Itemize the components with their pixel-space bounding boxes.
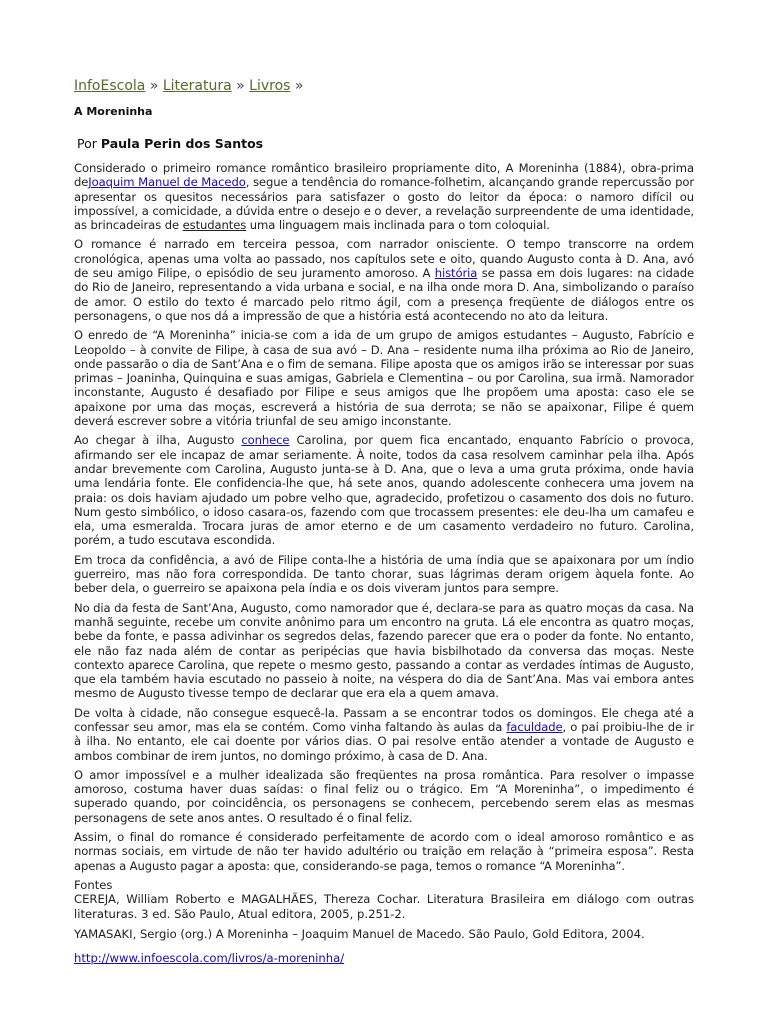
paragraph-text: Ao chegar à ilha, Augusto — [74, 433, 235, 448]
source-reference: YAMASAKI, Sergio (org.) A Moreninha – Joaquim Manuel de Macedo. São Paulo, Gold Editora, 2004. — [74, 926, 645, 941]
author-link[interactable]: Joaquim Manuel de Macedo — [88, 175, 246, 190]
paragraph: O enredo de “A Moreninha” inicia-se com a ida de um grupo de amigos estudantes – Augusto, Fabrício e Leopoldo – à convite de Filipe, à casa de sua avó – D. Ana – residente numa ilha próxima ao Rio de Janeiro, onde passarão o dia de Sant’Ana e o fim de semana. Filipe aposta que os amigos irão se interessar por suas primas – Joaninha, Quinquina e suas amigas, Gabriela e Clementina – ou por Carolina, sua irmã. Namorador inconstante, Augusto é desafiado por Filipe e seus amigos que lhe propõem uma aposta: caso ele se apaixone por uma das moças, escreverá a história de sua derrota; se não se apaixonar, Filipe é quem deverá escrever sobre a vitória triunfal de seu amigo inconstante. — [74, 328, 694, 429]
source-url — [74, 947, 694, 966]
paragraph-text: Carolina, por quem fica encantado, enquanto Fabrício o provoca, afirmando ser ele incapaz de amar seriamente. À noite, todos da casa resolvem caminhar pela ilha. Após andar brevemente com Carolina, Augusto junta-se à D. Ana, que o leva a uma gruta próxima, onde havia uma lendária fonte. Ele confidencia-lhe que, há sete anos, quando adolescente conhecera uma jovem na praia: os dois haviam ajudado um pobre velho que, agradecido, profetizou o casamento dos dois no futuro. Num gesto simbólico, o idoso casara-os, fazendo com que trocassem presentes: ele deu-lha um camafeu e ela, uma esmeralda. Trocara juras de amor eterno e de um casamento verdadeiro no futuro. Carolina, porém, a tudo escutava escondida. — [74, 433, 694, 548]
breadcrumb-separator: » — [236, 78, 245, 94]
paragraph: Assim, o final do romance é considerado perfeitamente de acordo com o ideal amoroso romântico e as normas sociais, em virtude de não ter havido adultério ou traição em relação à “primeira esposa”. Resta apenas a Augusto pagar a aposta: que, considerando-se paga, temos o romance “A Moreninha”. — [74, 830, 694, 873]
paragraph — [74, 237, 694, 323]
paragraph: O amor impossível e a mulher idealizada são freqüentes na prosa romântica. Para resolver o impasse amoroso, costuma haver duas saídas: o final feliz ou o trágico. Em “A Moreninha”, o impedimento é superado quando, por coincidência, os personagens se conhecem, percebendo serem elas as mesmas personagens de sete anos antes. O resultado é o final feliz. — [74, 767, 694, 825]
paragraph — [74, 161, 694, 232]
paragraph-text: Considerado o primeiro romance romântico brasileiro propriamente dito, A Moreninha (1884), obra-prima de — [74, 161, 694, 190]
paragraph-text: De volta à cidade, não consegue esquecê-la. Passam a se encontrar todos os domingos. Ele chega até a confessar seu amor, mas ela se contém. Como vinha faltando às aulas da — [74, 705, 694, 734]
breadcrumb-separator: » — [149, 78, 159, 94]
breadcrumb-home-link[interactable]: InfoEscola — [74, 78, 146, 94]
breadcrumb-subsection-link[interactable]: Livros — [249, 78, 291, 94]
paragraph-text: O romance é narrado em terceira pessoa, com narrador onisciente. O tempo transcorre na ordem cronológica, apenas uma volta ao passado, nos capítulos sete e oito, quando Augusto conta à D. Ana, avó de seu amigo Filipe, o episódio de seu juramento amoroso. A — [74, 237, 694, 281]
paragraph-text: , o pai proibiu-lhe de ir à ilha. No entanto, ele cai doente por vários dias. O pai resolve então atender a vontade de Augusto e ambos combinar de irem juntos, no domingo próximo, à casa de D. Ana. — [74, 719, 694, 763]
paragraph-text: uma linguagem mais inclinada para o tom coloquial. — [246, 218, 550, 233]
page-title: A Moreninha — [74, 105, 153, 118]
article-url-link[interactable]: http://www.infoescola.com/livros/a-moreninha/ — [74, 951, 345, 966]
breadcrumb-separator: » — [294, 78, 304, 94]
breadcrumb — [74, 76, 694, 96]
conhece-link[interactable]: conhece — [241, 433, 290, 448]
source-reference: CEREJA, William Roberto e MAGALHÃES, Thereza Cochar. Literatura Brasileira em diálogo com outras literaturas. 3 ed. São Paulo, Atual editora, 2005, p.251-2. — [74, 892, 694, 921]
byline-prefix: Por — [77, 136, 97, 151]
paragraph: No dia da festa de Sant’Ana, Augusto, como namorador que é, declara-se para as quatro moças da casa. Na manhã seguinte, recebe um convite anônimo para um encontro na gruta. Lá ele encontra as quatro moças, bebe da fonte, e passa adivinhar os segredos delas, fazendo parecer que era o poder da fonte. No entanto, ele não faz nada além de contar as peripécias que havia bisbilhotado da conversa das moças. Neste contexto aparece Carolina, que repete o mesmo gesto, passando a contar as verdades íntimas de Augusto, que ela também havia escutado no passeio à noite, na véspera do dia de Sant’Ana. Mas vai embora antes mesmo de Augusto tivesse tempo de declarar que era ela a quem amava. — [74, 600, 694, 701]
author-byline — [77, 136, 694, 152]
faculdade-link[interactable]: faculdade — [506, 719, 563, 734]
paragraph-text: , segue a tendência do romance-folhetim, alcançando grande repercussão por apresentar os quesitos necessários para satisfazer o gosto do leitor da época: o namoro difícil ou impossível, a comicidade, a dúvida entre o desejo e o dever, a revelação surpreendente de uma identidade, as brincadeiras de — [74, 175, 694, 233]
paragraph — [74, 706, 694, 763]
author-name: Paula Perin dos Santos — [100, 136, 264, 151]
historia-link[interactable]: história — [434, 266, 478, 281]
paragraph-text: se passa em dois lugares: na cidade do Rio de Janeiro, representando a vida urbana e social, e na ilha onde mora D. Ana, simbolizando o paraíso de amor. O estilo do texto é marcado pelo ritmo ágil, com a presença freqüente de diálogos entre os personagens, o que nos dá a impressão de que a história está acontecendo no ato da leitura. — [74, 266, 694, 323]
article — [74, 76, 694, 966]
article-body — [74, 161, 694, 966]
breadcrumb-section-link[interactable]: Literatura — [162, 78, 232, 94]
sources-label: Fontes — [74, 877, 113, 892]
keyword-link[interactable]: estudantes — [182, 218, 247, 233]
paragraph: Em troca da confidência, a avó de Filipe conta-lhe a história de uma índia que se apaixonara por um índio guerreiro, mas não fora correspondida. De tanto chorar, suas lágrimas deram origem àquela fonte. Ao beber dela, o guerreiro se apaixona pela índia e os dois viveram juntos para sempre. — [74, 552, 694, 596]
paragraph — [74, 433, 694, 547]
